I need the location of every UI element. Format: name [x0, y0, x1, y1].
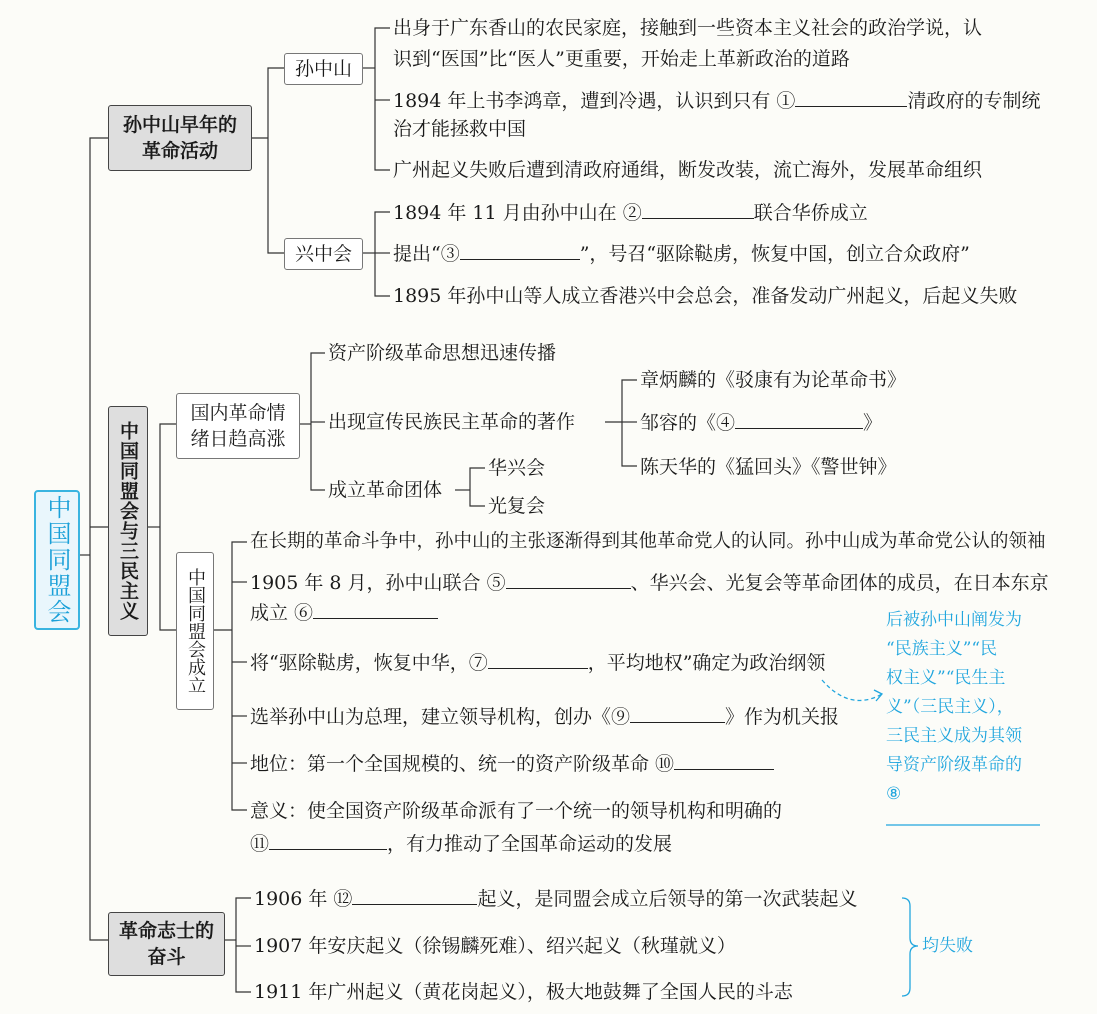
tmh-line-6b-post: ，有力推动了全国革命运动的发展 [387, 833, 673, 855]
tmh-line-6b-pre: ⑪ [250, 833, 270, 855]
sun-line-2a [393, 88, 1040, 113]
sun-line-1a: 出身于广东香山的农民家庭，接触到一些资本主义社会的政治学说，认 [393, 17, 983, 39]
sun-line-2b: 治才能拯救中国 [393, 118, 527, 140]
blank-7 [488, 650, 588, 669]
sub-sunzhongshan-box [284, 53, 363, 85]
note-line-1: 后被孙中山阐发为 [886, 610, 1022, 630]
work-2-pre: 邹容的《④ [640, 412, 736, 434]
tmh-line-4-pre: 选举孙中山为总理，建立领导机构，创办《⑨ [250, 706, 631, 728]
blank-9 [630, 704, 725, 723]
sec3-title-box [108, 912, 225, 976]
sub-guonei-box [176, 393, 300, 459]
work-2 [640, 410, 882, 435]
note-line-7: ⑧ [886, 784, 902, 804]
tmh-line-2a [250, 570, 1049, 595]
sec2-title-box [108, 406, 148, 636]
xzh-line-2 [393, 241, 970, 266]
blank-1 [795, 88, 907, 107]
sec3-line-2: 1907 年安庆起义（徐锡麟死难）、绍兴起义（秋瑾就义） [254, 935, 736, 957]
guonei-line-2: 出现宣传民族民主革命的著作 [328, 411, 576, 433]
sub-xingzhonghui-box [284, 238, 363, 270]
sec3-line-1-pre: 1906 年 ⑫ [254, 888, 353, 910]
guonei-line-1: 资产阶级革命思想迅速传播 [328, 342, 557, 364]
sub-guonei-label: 国内革命情绪日趋高涨 [190, 402, 286, 450]
tmh-line-2b [250, 600, 438, 625]
xzh-line-3: 1895 年孙中山等人成立香港兴中会总会，准备发动广州起义，后起义失败 [393, 285, 1018, 307]
note-line-5: 三民主义成为其领 [886, 726, 1022, 746]
note-line-2: “民族主义”“民 [886, 639, 998, 659]
xzh-line-1-pre: 1894 年 11 月由孙中山在 ② [393, 202, 642, 224]
blank-4 [735, 410, 863, 429]
sec1-title-box [108, 105, 252, 171]
blank-5 [506, 570, 631, 589]
sec1-title: 孙中山早年的革命活动 [122, 114, 237, 162]
tmh-line-1: 在长期的革命斗争中，孙中山的主张逐渐得到其他革命党人的认同。孙中山成为革命党公认的领袖 [250, 531, 1046, 552]
guonei-line-3: 成立革命团体 [328, 479, 443, 501]
tmh-line-5 [250, 751, 774, 776]
xzh-line-2-post: ”，号召“驱除鞑虏，恢复中国，创立合众政府” [579, 243, 970, 265]
sun-line-3: 广州起义失败后遭到清政府通缉，断发改装，流亡海外，发展革命组织 [393, 159, 983, 181]
group-1: 华兴会 [488, 457, 546, 479]
tmh-line-3-pre: 将“驱除鞑虏，恢复中华，⑦ [250, 652, 488, 674]
blank-12 [352, 886, 477, 905]
sub-tongmenghui-box [176, 552, 214, 710]
root-node [34, 490, 80, 630]
tmh-line-6a: 意义：使全国资产阶级革命派有了一个统一的领导机构和明确的 [250, 800, 783, 822]
tmh-line-4 [250, 704, 839, 729]
note-line-6: 导资产阶级革命的 [886, 755, 1022, 775]
sun-line-2a-post: 清政府的专制统 [907, 90, 1041, 112]
blank-10 [674, 751, 774, 770]
tmh-line-3-post: ，平均地权”确定为政治纲领 [587, 652, 826, 674]
sec3-line-3: 1911 年广州起义（黄花岗起义），极大地鼓舞了全国人民的斗志 [254, 981, 793, 1003]
work-2-post: 》 [863, 412, 883, 434]
sub-sunzhongshan-label: 孙中山 [294, 58, 352, 80]
blank-3 [460, 241, 580, 260]
root-label: 中国同盟会 [43, 495, 71, 625]
sanmin-note [886, 606, 1022, 809]
tmh-line-3 [250, 650, 825, 675]
sun-line-2a-pre: 1894 年上书李鸿章，遭到冷遇，认识到只有 ① [393, 90, 796, 112]
blank-2 [642, 200, 754, 219]
blank-6 [313, 600, 438, 619]
xzh-line-1-post: 联合华侨成立 [753, 202, 868, 224]
xzh-line-2-pre: 提出“③ [393, 243, 460, 265]
sec2-title: 中国同盟会与三民主义 [117, 421, 139, 621]
note-line-3: 权主义”“民生主 [886, 668, 1006, 688]
sub-tongmenghui-label: 中国同盟会成立 [185, 568, 206, 694]
tmh-line-6b [250, 831, 672, 856]
sec3-line-1 [254, 886, 857, 911]
xzh-line-1 [393, 200, 868, 225]
tmh-line-2a-pre: 1905 年 8 月，孙中山联合 ⑤ [250, 572, 506, 594]
sec3-line-1-post: 起义，是同盟会成立后领导的第一次武装起义 [477, 888, 858, 910]
work-3: 陈天华的《猛回头》《警世钟》 [640, 456, 897, 478]
blank-11 [269, 831, 387, 850]
group-2: 光复会 [488, 495, 546, 517]
sub-xingzhonghui-label: 兴中会 [294, 243, 352, 265]
sun-line-1b: 识到“医国”比“医人”更重要，开始走上革新政治的道路 [393, 48, 850, 70]
note-line-4: 义”（三民主义）， [886, 697, 1014, 717]
tmh-line-2b-text: 成立 ⑥ [250, 602, 314, 624]
failure-note: 均失败 [922, 936, 973, 956]
sec3-title: 革命志士的奋斗 [118, 920, 214, 968]
tmh-line-2a-post: 、华兴会、光复会等革命团体的成员，在日本东京 [630, 572, 1049, 594]
tmh-line-4-post: 》作为机关报 [725, 706, 840, 728]
tmh-line-5-text: 地位：第一个全国规模的、统一的资产阶级革命 ⑩ [250, 753, 675, 775]
work-1: 章炳麟的《驳康有为论革命书》 [640, 369, 907, 391]
